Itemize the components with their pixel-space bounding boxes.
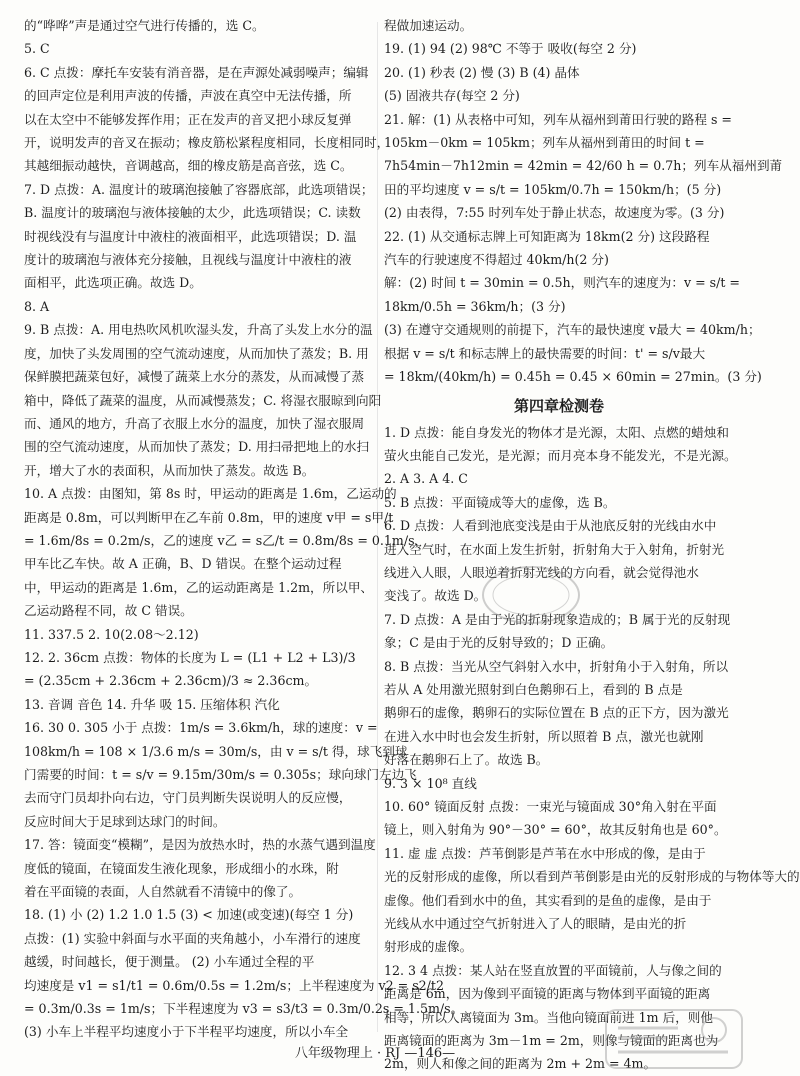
- right-text-line: (2) 由表得，7:55 时列车处于静止状态，故速度为零。(3 分): [384, 205, 725, 221]
- chapter4-text-line: 距离是 6m，因为像到平面镜的距离与物体到平面镜的距离: [384, 986, 711, 1002]
- left-text-line: 去而守门员却扑向右边，守门员判断失误说明人的反应慢，: [24, 790, 352, 806]
- left-text-line: 中，甲运动的距离是 1.6m，乙的运动距离是 1.2m，所以甲、: [24, 579, 374, 595]
- chapter4-text-line: 11. 虚 虚 点拨：芦苇倒影是芦苇在水中形成的像，是由于: [384, 845, 706, 861]
- chapter4-text-line: 象；C 是由于光的反射导致的；D 正确。: [384, 635, 614, 651]
- column-divider: [377, 22, 378, 1032]
- left-text-line: 均速度是 v1 = s1/t1 = 0.6m/0.5s = 1.2m/s；上半程速度为 v2 = s2/t2: [24, 977, 444, 993]
- left-text-line: 17. 答：镜面变“模糊”，是因为放热水时，热的水蒸气遇到温度: [24, 837, 376, 853]
- right-text-line: 根据 v = s/t 和标志牌上的最快需要的时间：t' = s/v最大: [384, 345, 706, 361]
- left-text-line: 8. A: [24, 298, 50, 314]
- right-text-line: 18km/0.5h = 36km/h；(3 分): [384, 298, 566, 314]
- left-text-line: 度计的玻璃泡与液体充分接触，且视线与温度计中液柱的液: [24, 252, 352, 268]
- left-text-line: 越缓，时间越长，便于测量。 (2) 小车通过全程的平: [24, 954, 315, 970]
- left-text-line: 12. 2. 36cm 点拨：物体的长度为 L = (L1 + L2 + L3)/3: [24, 649, 356, 665]
- left-text-line: 箱中，降低了蔬菜的温度，从而减慢蒸发；C. 将湿衣服晾到向阳: [24, 392, 382, 408]
- right-text-line: (5) 固液共存(每空 2 分): [384, 88, 520, 104]
- left-text-line: 而、通风的地方，升高了衣服上水分的温度，加快了湿衣服周: [24, 415, 365, 431]
- chapter4-text-line: 线进入人眼，人眼逆着折射光线的方向看，就会觉得池水: [384, 564, 699, 580]
- left-text-line: = 0.3m/0.3s = 1m/s；下半程速度为 v3 = s3/t3 = 0.3m/0.2s = 1.5m/s。: [24, 1001, 464, 1017]
- left-text-line: 距离是 0.8m，可以判断甲在乙车前 0.8m，甲的速度 v甲 = s甲/t: [24, 509, 394, 525]
- chapter4-text-line: 光的反射形成的虚像，所以看到芦苇倒影是由光的反射形成的与物体等大的: [384, 869, 800, 885]
- left-text-line: 开，增大了水的表面积，从而加快了蒸发。故选 B。: [24, 462, 315, 478]
- faint-stamp-graphic: [476, 560, 586, 630]
- chapter4-text-line: 在进入水中时也会发生折射，所以照着 B 点，激光也就刚: [384, 728, 704, 744]
- chapter4-text-line: 光线从水中通过空气折射进入了人的眼睛，是由光的折: [384, 916, 687, 932]
- left-text-line: 乙运动路程不同，故 C 错误。: [24, 603, 193, 619]
- left-text-line: 面相平，此选项正确。故选 D。: [24, 275, 202, 291]
- right-text-line: = 18km/(40km/h) = 0.45h = 0.45 × 60min = 27min。(3 分): [384, 369, 762, 385]
- right-column-answers-part2: [384, 421, 800, 1076]
- right-text-line: 22. (1) 从交通标志牌上可知距离为 18km(2 分) 这段路程: [384, 228, 710, 244]
- right-text-line: 解：(2) 时间 t = 30min = 0.5h，则汽车的速度为：v = s/t =: [384, 275, 740, 291]
- chapter4-text-line: 5. B 点拨：平面镜成等大的虚像，选 B。: [384, 494, 616, 510]
- chapter4-text-line: 好落在鹅卵石上了。故选 B。: [384, 752, 549, 768]
- left-text-line: 的回声定位是利用声波的传播，声波在真空中无法传播，所: [24, 88, 352, 104]
- chapter4-text-line: 6. D 点拨：人看到池底变浅是由于从池底反射的光线由水中: [384, 518, 717, 534]
- left-text-line: 7. D 点拨：A. 温度计的玻璃泡接触了容器底部，此选项错误；: [24, 181, 374, 197]
- right-text-line: 20. (1) 秒表 (2) 慢 (3) B (4) 晶体: [384, 64, 580, 80]
- right-column-answers-part1: [384, 14, 783, 389]
- left-text-line: 6. C 点拨：摩托车安装有消音器，是在声源处减弱噪声；编辑: [24, 64, 369, 80]
- chapter4-text-line: 虚像。他们看到水中的鱼，其实看到的是鱼的虚像，是由于: [384, 892, 712, 908]
- right-text-line: 21. 解：(1) 从表格中可知，列车从福州到莆田行驶的路程 s =: [384, 111, 732, 127]
- left-text-line: 点拨：(1) 实验中斜面与水平面的夹角越小，小车滑行的速度: [24, 930, 361, 946]
- chapter4-text-line: 12. 3 4 点拨：某人站在竖直放置的平面镜前，人与像之间的: [384, 962, 722, 978]
- chapter4-text-line: 进入空气时，在水面上发生折射，折射角大于入射角，折射光: [384, 541, 725, 557]
- left-text-line: 围的空气流动速度，从而加快了蒸发；D. 用扫帚把地上的水扫: [24, 439, 370, 455]
- left-text-line: 16. 30 0. 305 小于 点拨：1m/s = 3.6km/h，球的速度：v =: [24, 720, 378, 736]
- right-text-line: 19. (1) 94 (2) 98℃ 不等于 吸收(每空 2 分): [384, 41, 637, 57]
- right-text-line: 田的平均速度 v = s/t = 105km/0.7h = 150km/h；(5 分): [384, 181, 722, 197]
- left-text-line: 反应时间大于足球到达球门的时间。: [24, 813, 226, 829]
- page-footer: 八年级物理上 · RJ —146—: [294, 1046, 456, 1061]
- chapter-title: 第四章检测卷: [513, 396, 604, 415]
- left-text-line: 11. 337.5 2. 10(2.08～2.12): [24, 626, 199, 642]
- right-text-line: 程做加速运动。: [384, 18, 473, 33]
- left-text-line: 的“哗哗”声是通过空气进行传播的，选 C。: [24, 18, 265, 33]
- chapter4-text-line: 2. A 3. A 4. C: [384, 471, 468, 487]
- left-text-line: 其越细振动越快，音调越高，细的橡皮筋是高音弦，选 C。: [24, 158, 353, 174]
- chapter4-text-line: 萤火虫能自己发光，是光源；而月亮本身不能发光，不是光源。: [384, 447, 737, 463]
- chapter4-text-line: 10. 60° 镜面反射 点拨：一束光与镜面成 30°角入射在平面: [384, 799, 717, 814]
- chapter4-text-line: 若从 A 处用激光照射到白色鹅卵石上，看到的 B 点是: [384, 681, 683, 697]
- watermark-logo: [604, 1008, 744, 1070]
- left-text-line: 9. B 点拨：A. 用电热吹风机吹湿头发，升高了头发上水分的温: [24, 322, 373, 338]
- left-text-line: 5. C: [24, 41, 50, 57]
- left-text-line: = 1.6m/8s = 0.2m/s，乙的速度 v乙 = s乙/t = 0.8m/8s = 0.1m/s，: [24, 532, 428, 548]
- chapter4-text-line: 8. B 点拨：当光从空气斜射入水中，折射角小于入射角，所以: [384, 658, 729, 674]
- right-text-line: (3) 在遵守交通规则的前提下，汽车的最快速度 v最大 = 40km/h；: [384, 322, 761, 338]
- right-text-line: 汽车的行驶速度不得超过 40km/h(2 分): [384, 252, 609, 268]
- chapter4-text-line: 1. D 点拨：能自身发光的物体才是光源，太阳、点燃的蜡烛和: [384, 424, 729, 440]
- left-text-line: 13. 音调 音色 14. 升华 吸 15. 压缩体积 汽化: [24, 696, 280, 712]
- chapter4-text-line: 鹅卵石的虚像，鹅卵石的实际位置在 B 点的正下方，因为激光: [384, 705, 729, 721]
- left-text-line: 保鲜膜把蔬菜包好，减慢了蔬菜上水分的蒸发，从而减慢了蒸: [24, 369, 365, 385]
- left-text-line: 以在太空中不能够发挥作用；正在发声的音叉把小球反复弹: [24, 111, 352, 127]
- right-text-line: 7h54min－7h12min = 42min = 42/60 h = 0.7h；列车从福州到莆: [384, 158, 783, 174]
- left-text-line: 门需要的时间：t = s/v = 9.15m/30m/s = 0.305s；球向球门左边飞: [24, 767, 417, 782]
- left-text-line: 甲车比乙车快。故 A 正确，B、D 错误。在整个运动过程: [24, 556, 342, 572]
- left-text-line: 开，说明发声的音叉在振动；橡皮筋松紧程度相同，长度相同时，: [24, 135, 390, 151]
- right-text-line: 105km－0km = 105km；列车从福州到莆田的时间 t =: [384, 135, 705, 151]
- left-text-line: = (2.35cm + 2.36cm + 2.36cm)/3 ≈ 2.36cm。: [24, 673, 318, 689]
- chapter4-text-line: 镜上，则入射角为 90°－30° = 60°，故其反射角也是 60°。: [384, 822, 727, 838]
- left-text-line: 时视线没有与温度计中液柱的液面相平，此选项错误；D. 温: [24, 228, 357, 244]
- left-text-line: 18. (1) 小 (2) 1.2 1.0 1.5 (3) < 加速(或变速)(每空 1 分): [24, 907, 354, 923]
- chapter4-text-line: 射形成的虚像。: [384, 939, 473, 955]
- chapter4-text-line: 9. 3 × 10⁸ 直线: [384, 775, 477, 791]
- left-text-line: 108km/h = 108 × 1/3.6 m/s = 30m/s，由 v = s/t 得，球飞到球: [24, 743, 408, 759]
- chapter4-text-line: 相等，所以人离镜面为 3m。当他向镜面前进 1m 后，则他: [384, 1009, 713, 1025]
- left-text-line: 度，加快了头发周围的空气流动速度，从而加快了蒸发；B. 用: [24, 345, 369, 361]
- right-column: [384, 14, 800, 1076]
- left-text-line: 10. A 点拨：由图知，第 8s 时，甲运动的距离是 1.6m，乙运动的: [24, 486, 397, 502]
- left-text-line: (3) 小车上半程平均速度小于下半程平均速度，所以小车全: [24, 1024, 349, 1040]
- chapter4-text-line: 7. D 点拨：A 是由于光的折射现象造成的；B 属于光的反射现: [384, 611, 731, 627]
- chapter4-text-line: 变浅了。故选 D。: [384, 588, 487, 604]
- chapter4-text-line: 距离镜面的距离为 3m－1m = 2m，则像与镜面的距离也为: [384, 1033, 719, 1049]
- left-text-line: 度低的镜面，在镜面发生液化现象，形成细小的水珠，附: [24, 860, 339, 876]
- left-text-line: 着在平面镜的表面，人自然就看不清镜中的像了。: [24, 884, 302, 900]
- left-text-line: B. 温度计的玻璃泡与液体接触的太少，此选项错误；C. 读数: [24, 205, 361, 221]
- chapter4-text-line: 2m，则人和像之间的距离为 2m + 2m = 4m。: [384, 1056, 657, 1072]
